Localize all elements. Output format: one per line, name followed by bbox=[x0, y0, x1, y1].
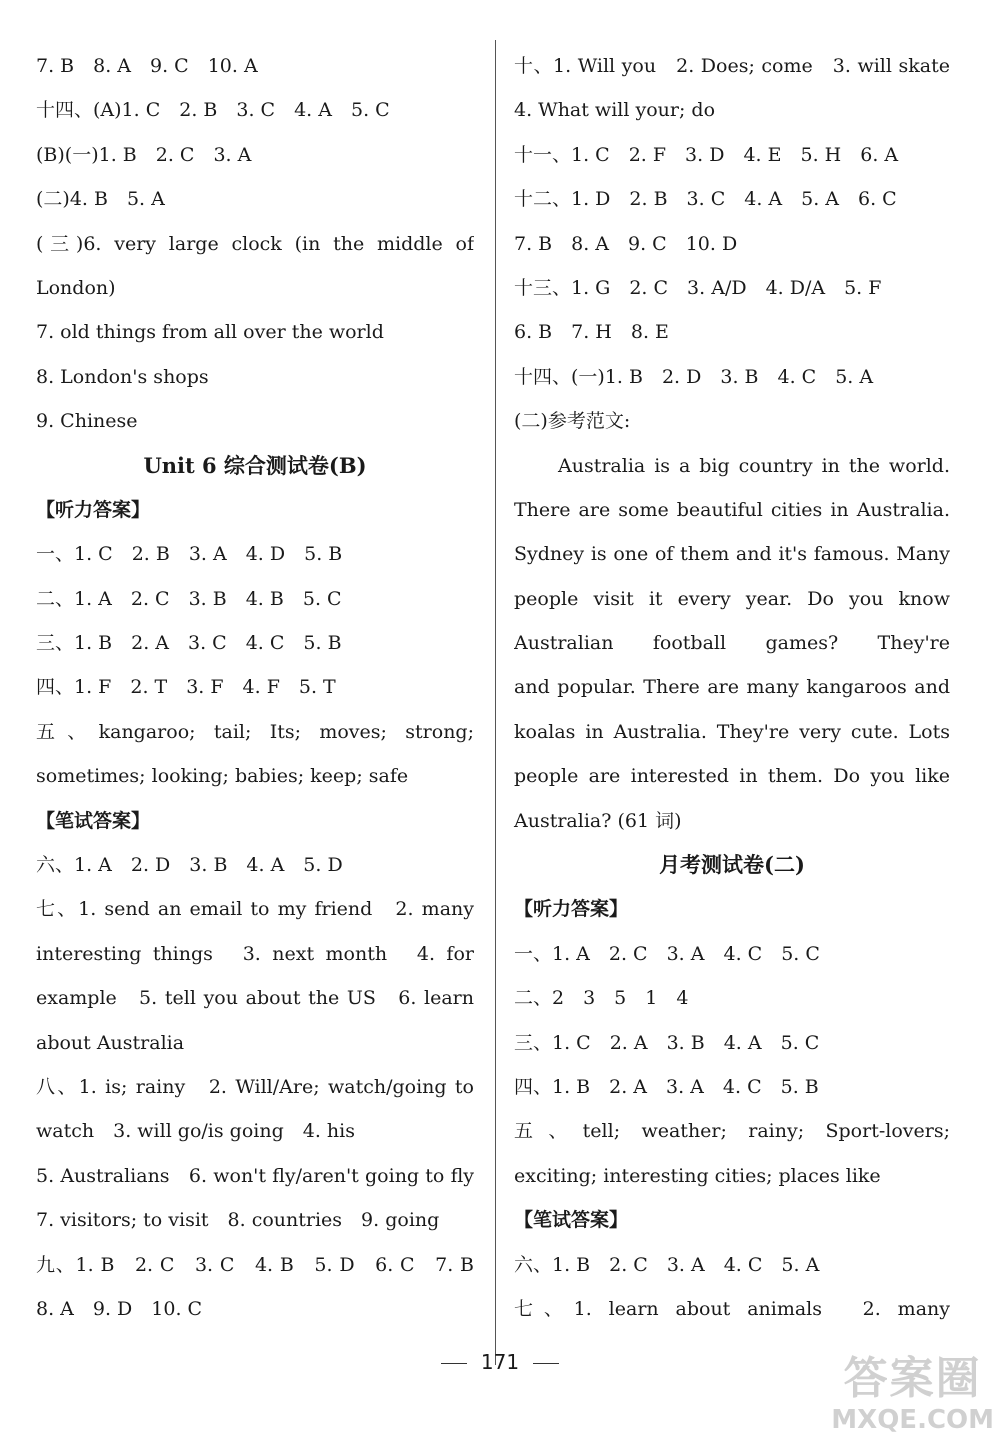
answer-line: 三、1. B 2. A 3. C 4. C 5. B bbox=[36, 632, 342, 655]
answer-line: (三)6. very large clock (in the middle of bbox=[36, 232, 474, 255]
answer-line: 四、1. B 2. A 3. A 4. C 5. B bbox=[514, 1075, 819, 1098]
answer-line: 二、1. A 2. C 3. B 4. B 5. C bbox=[36, 587, 342, 610]
page-number-dash-left bbox=[441, 1363, 467, 1364]
answer-line: 十四、(一)1. B 2. D 3. B 4. C 5. A bbox=[514, 365, 874, 388]
answer-line: 十二、1. D 2. B 3. C 4. A 5. A 6. C bbox=[514, 188, 897, 211]
answer-line: watch 3. will go/is going 4. his bbox=[36, 1120, 355, 1143]
answer-line: interesting things 3. next month 4. for bbox=[36, 942, 474, 965]
watermark-url: MXQE.COM bbox=[831, 1405, 994, 1435]
answer-line: 6. B 7. H 8. E bbox=[514, 321, 669, 344]
answer-line: 十一、1. C 2. F 3. D 4. E 5. H 6. A bbox=[514, 143, 899, 166]
answer-line: 7. B 8. A 9. C 10. D bbox=[514, 232, 738, 255]
answer-line: (二)参考范文: bbox=[514, 410, 631, 433]
answer-line: London) bbox=[36, 276, 116, 299]
essay-line: people visit it every year. Do you know bbox=[514, 587, 950, 610]
answer-line: sometimes; looking; babies; keep; safe bbox=[36, 765, 409, 788]
answer-line: 4. What will your; do bbox=[514, 99, 716, 122]
answer-line: 9. Chinese bbox=[36, 410, 138, 433]
left-column bbox=[36, 44, 474, 1331]
column-divider bbox=[495, 40, 496, 1365]
answer-line: 7. visitors; to visit 8. countries 9. going bbox=[36, 1209, 440, 1232]
right-column bbox=[514, 44, 950, 1331]
essay-line: Australia is a big country in the world. bbox=[558, 454, 950, 477]
answer-line: 六、1. B 2. C 3. A 4. C 5. A bbox=[514, 1253, 820, 1276]
watermark bbox=[831, 1353, 994, 1435]
answer-line: 一、1. A 2. C 3. A 4. C 5. C bbox=[514, 942, 820, 965]
answer-line: about Australia bbox=[36, 1031, 185, 1054]
essay-line: Sydney is one of them and it's famous. Many bbox=[514, 543, 950, 566]
essay-line: Australia? (61 词) bbox=[514, 809, 682, 832]
answer-line: 十、1. Will you 2. Does; come 3. will skate bbox=[514, 55, 950, 77]
answer-line: 二、2 3 5 1 4 bbox=[514, 987, 689, 1010]
answer-line: 十四、(A)1. C 2. B 3. C 4. A 5. C bbox=[36, 99, 390, 122]
section-heading: 【听力答案】 bbox=[514, 898, 629, 921]
answer-line: 六、1. A 2. D 3. B 4. A 5. D bbox=[36, 854, 343, 877]
essay-line: and popular. There are many kangaroos and bbox=[514, 676, 950, 699]
page-number-text: 171 bbox=[480, 1350, 520, 1374]
answer-line: 七、1. send an email to my friend 2. many bbox=[36, 898, 474, 921]
answer-line: 十三、1. G 2. C 3. A/D 4. D/A 5. F bbox=[514, 276, 882, 299]
answer-line: 8. London's shops bbox=[36, 365, 209, 388]
answer-line: 五、tell; weather; rainy; Sport-lovers; bbox=[514, 1120, 950, 1143]
essay-line: koalas in Australia. They're very cute. Lots bbox=[514, 720, 950, 743]
essay-line: people are interested in them. Do you like bbox=[514, 765, 950, 788]
watermark-brand: 答案圈 bbox=[843, 1353, 982, 1404]
answer-line: 七、1. learn about animals 2. many bbox=[514, 1297, 950, 1320]
page-number-dash-right bbox=[533, 1363, 559, 1364]
answer-line: 九、1. B 2. C 3. C 4. B 5. D 6. C 7. B bbox=[36, 1253, 474, 1276]
answer-line: 四、1. F 2. T 3. F 4. F 5. T bbox=[36, 676, 336, 699]
essay-line: There are some beautiful cities in Australia. bbox=[514, 498, 950, 521]
answer-line: 五、kangaroo; tail; Its; moves; strong; bbox=[36, 720, 474, 743]
answer-line: example 5. tell you about the US 6. learn bbox=[36, 987, 474, 1010]
section-title: Unit 6 综合测试卷(B) bbox=[143, 452, 367, 478]
section-heading: 【笔试答案】 bbox=[36, 809, 151, 832]
answer-line: (B)(一)1. B 2. C 3. A bbox=[36, 143, 252, 166]
answer-line: exciting; interesting cities; places like bbox=[514, 1164, 881, 1187]
answer-line: 7. B 8. A 9. C 10. A bbox=[36, 55, 258, 77]
answer-line: 八、1. is; rainy 2. Will/Are; watch/going to bbox=[36, 1075, 474, 1098]
answer-line: 8. A 9. D 10. C bbox=[36, 1297, 203, 1320]
section-heading: 【笔试答案】 bbox=[514, 1209, 629, 1232]
answer-line: 5. Australians 6. won't fly/aren't going to fly bbox=[36, 1164, 474, 1187]
answer-line: 7. old things from all over the world bbox=[36, 321, 384, 344]
answer-line: (二)4. B 5. A bbox=[36, 188, 165, 211]
essay-line: Australian football games? They're bbox=[514, 632, 950, 655]
section-title: 月考测试卷(二) bbox=[659, 852, 805, 878]
answer-line: 一、1. C 2. B 3. A 4. D 5. B bbox=[36, 543, 343, 566]
answer-line: 三、1. C 2. A 3. B 4. A 5. C bbox=[514, 1031, 820, 1054]
section-heading: 【听力答案】 bbox=[36, 498, 151, 521]
